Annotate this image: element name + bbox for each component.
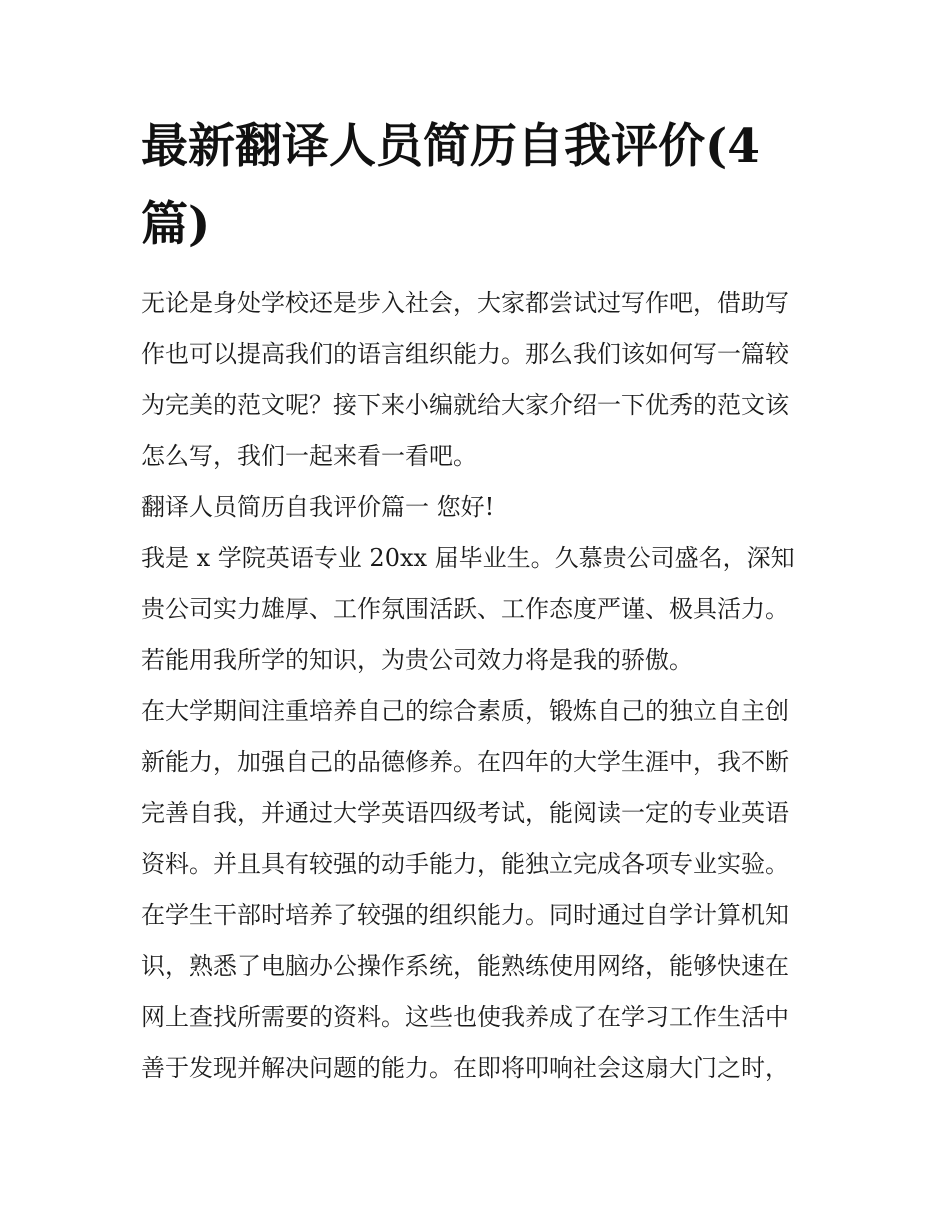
text-line: 善于发现并解决问题的能力。在即将叩响社会这扇大门之时，	[141, 1054, 789, 1082]
text-line: 我是 x 学院英语专业 20xx 届毕业生。久慕贵公司盛名，深知	[141, 544, 795, 572]
text-line: 怎么写，我们一起来看一看吧。	[141, 442, 477, 470]
text-line: 资料。并且具有较强的动手能力，能独立完成各项专业实验。	[141, 850, 789, 878]
section-heading-line: 翻译人员简历自我评价篇一 您好!	[141, 493, 495, 521]
text-line: 若能用我所学的知识，为贵公司效力将是我的骄傲。	[141, 646, 693, 674]
text-line: 新能力，加强自己的品德修养。在四年的大学生涯中，我不断	[141, 748, 789, 776]
text-line: 为完美的范文呢？接下来小编就给大家介绍一下优秀的范文该	[141, 391, 789, 419]
text-line: 网上查找所需要的资料。这些也使我养成了在学习工作生活中	[141, 1003, 789, 1031]
document-title: 最新翻译人员简历自我评价(4篇)	[141, 119, 760, 252]
text-line: 作也可以提高我们的语言组织能力。那么我们该如何写一篇较	[141, 340, 789, 368]
text-line: 贵公司实力雄厚、工作氛围活跃、工作态度严谨、极具活力。	[141, 595, 789, 623]
text-line: 在大学期间注重培养自己的综合素质，锻炼自己的独立自主创	[141, 697, 789, 725]
text-line: 识，熟悉了电脑办公操作系统，能熟练使用网络，能够快速在	[141, 952, 789, 980]
text-line: 无论是身处学校还是步入社会，大家都尝试过写作吧，借助写	[141, 289, 789, 317]
text-line: 完善自我，并通过大学英语四级考试，能阅读一定的专业英语	[141, 799, 789, 827]
text-line: 在学生干部时培养了较强的组织能力。同时通过自学计算机知	[141, 901, 789, 929]
document-body	[141, 278, 821, 1094]
